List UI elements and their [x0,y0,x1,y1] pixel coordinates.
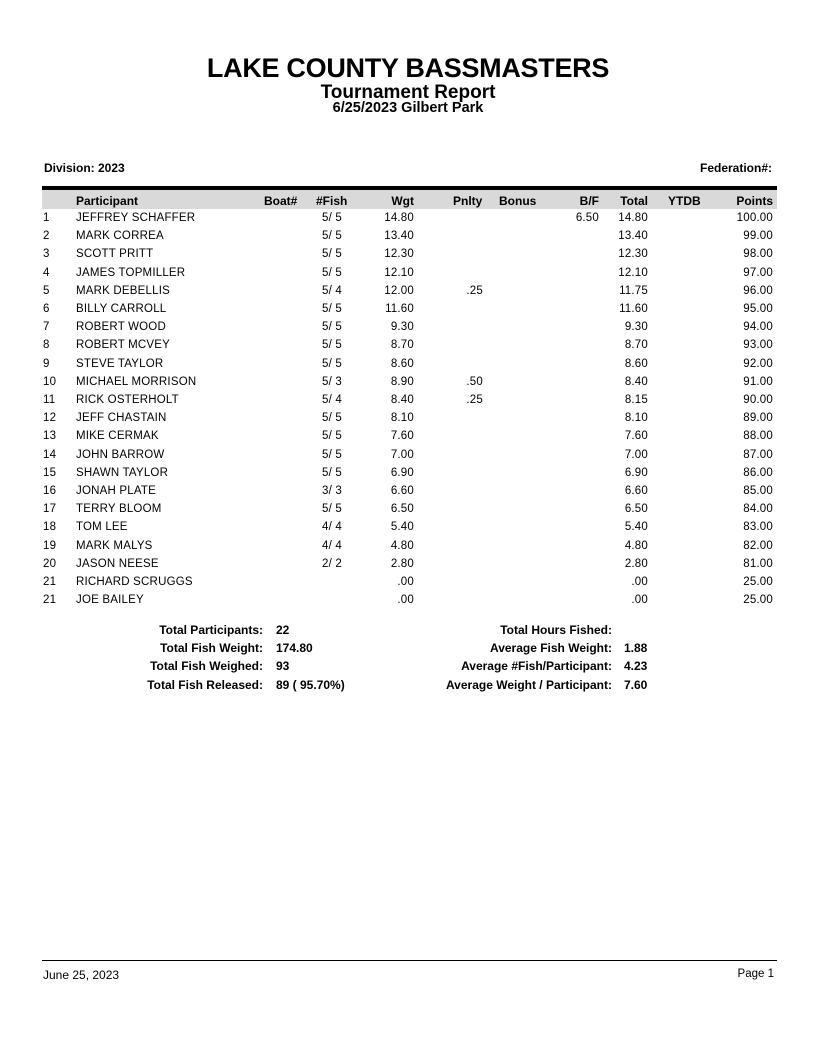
table-row [0,230,816,248]
fish-count: 5/ 5 [322,412,342,425]
weight-cell: 7.60 [390,430,414,443]
place-cell: 12 [43,412,57,425]
total-cell: 8.60 [624,357,648,370]
table-row [0,339,816,357]
total-cell: 6.90 [624,466,648,479]
fish-count: 4/ 4 [322,539,342,552]
table-row [0,358,816,376]
place-cell: 7 [43,321,50,334]
col-ytdb: YTDB [668,194,701,208]
participant-name: STEVE TAYLOR [76,357,164,370]
big-fish-cell: 6.50 [575,212,599,224]
fish-count: 5/ 5 [322,212,342,224]
place-cell: 20 [43,557,57,570]
points-cell: 81.00 [743,557,773,570]
penalty-cell: .50 [466,375,483,388]
summary-total-participants-label: Total Participants: [159,623,263,637]
participant-name: ROBERT MCVEY [76,339,170,352]
total-cell: 6.60 [624,485,648,497]
weight-cell: 4.80 [390,539,414,552]
col-participant: Participant [76,194,139,208]
col-bonus: Bonus [499,194,537,208]
footer-date: June 25, 2023 [43,968,120,982]
summary-avg-fish-per-participant-label: Average #Fish/Participant: [461,659,612,673]
weight-cell: 8.90 [390,375,414,388]
place-cell: 19 [43,539,57,552]
footer-rule [42,960,777,961]
fish-count: 2/ 2 [322,557,342,570]
participant-name: RICHARD SCRUGGS [76,576,193,588]
total-cell: 11.60 [619,303,648,315]
summary-total-fish-weight-label: Total Fish Weight: [160,641,263,655]
place-cell: 5 [43,284,50,297]
summary-avg-weight-per-participant: 7.60 [624,678,648,692]
fish-count: 5/ 5 [322,448,342,461]
place-cell: 9 [43,357,50,370]
participant-name: JEFF CHASTAIN [76,412,167,425]
total-cell: 4.80 [624,539,648,552]
place-cell: 21 [43,576,57,588]
table-row [0,285,816,303]
table-row [0,321,816,339]
weight-cell: 8.60 [390,357,414,370]
points-cell: 87.00 [743,448,773,461]
participant-name: MARK CORREA [76,230,164,243]
place-cell: 1 [43,212,50,224]
summary-total-participants: 22 [276,623,290,637]
weight-cell: .00 [397,594,414,607]
weight-cell: 6.90 [390,466,414,479]
points-cell: 90.00 [743,394,773,406]
points-cell: 93.00 [743,339,773,352]
points-cell: 85.00 [743,485,773,497]
participant-name: JASON NEESE [76,557,159,570]
summary-total-fish-weighed: 93 [276,659,290,673]
table-row [0,212,816,230]
participant-name: JAMES TOPMILLER [76,266,186,279]
fish-count: 5/ 5 [322,248,342,261]
weight-cell: 8.70 [390,339,414,352]
col-boat: Boat# [264,194,298,208]
participant-name: JOHN BARROW [76,448,165,461]
weight-cell: 7.00 [390,448,414,461]
weight-cell: 8.40 [390,394,414,406]
participant-name: MARK MALYS [76,539,153,552]
report-title: LAKE COUNTY BASSMASTERS [206,53,610,83]
table-row [0,521,816,539]
participant-name: JOE BAILEY [76,594,144,607]
fish-count: 5/ 3 [322,375,342,388]
weight-cell: 9.30 [390,321,414,334]
table-row [0,503,816,521]
points-cell: 98.00 [743,248,773,261]
col-penalty: Pnlty [453,194,483,208]
participant-name: SHAWN TAYLOR [76,466,169,479]
points-cell: 86.00 [743,466,773,479]
total-cell: 5.40 [624,521,648,534]
table-row [0,485,816,503]
summary-total-fish-released: 89 ( 95.70%) [276,678,345,692]
total-cell: .00 [631,594,648,607]
table-row [0,467,816,485]
table-row [0,449,816,467]
fish-count: 5/ 5 [322,339,342,352]
total-cell: 12.10 [618,266,648,279]
penalty-cell: .25 [466,284,483,297]
penalty-cell: .25 [466,394,483,406]
place-cell: 13 [43,430,57,443]
total-cell: 13.40 [618,230,648,243]
federation-label: Federation#: [699,161,772,175]
weight-cell: 5.40 [390,521,414,534]
weight-cell: 6.50 [390,503,414,516]
points-cell: 84.00 [743,503,773,516]
place-cell: 16 [43,485,57,497]
table-row [0,303,816,321]
participant-name: MICHAEL MORRISON [76,375,197,388]
place-cell: 8 [43,339,50,352]
fish-count: 5/ 4 [322,394,342,406]
table-row [0,558,816,576]
participant-name: TOM LEE [76,521,128,534]
col-points: Points [736,194,773,208]
weight-cell: 13.40 [384,230,414,243]
table-row [0,376,816,394]
weight-cell: 2.80 [390,557,414,570]
participant-name: JEFFREY SCHAFFER [76,212,196,224]
points-cell: 96.00 [743,284,773,297]
summary-avg-fish-weight-label: Average Fish Weight: [489,641,612,655]
place-cell: 2 [43,230,50,243]
participant-name: JONAH PLATE [76,485,156,497]
participant-name: ROBERT WOOD [76,321,166,334]
table-row [0,412,816,430]
summary-total-fish-weight: 174.80 [276,641,313,655]
total-cell: .00 [631,576,648,588]
place-cell: 3 [43,248,50,261]
points-cell: 97.00 [743,266,773,279]
fish-count: 4/ 4 [322,521,342,534]
weight-cell: 8.10 [390,412,414,425]
place-cell: 6 [43,303,50,315]
fish-count: 5/ 5 [322,230,342,243]
place-cell: 4 [43,266,50,279]
total-cell: 8.10 [624,412,648,425]
col-bf: B/F [579,194,599,208]
participant-name: MARK DEBELLIS [76,284,170,297]
weight-cell: 12.10 [384,266,414,279]
points-cell: 95.00 [743,303,773,315]
total-cell: 7.00 [624,448,648,461]
total-cell: 9.30 [624,321,648,334]
fish-count: 5/ 5 [322,503,342,516]
event-line: 6/25/2023 Gilbert Park [332,100,484,116]
fish-count: 3/ 3 [322,485,342,497]
division-label: Division: 2023 [44,161,125,175]
points-cell: 100.00 [736,212,773,224]
points-cell: 88.00 [743,430,773,443]
table-row [0,576,816,594]
points-cell: 83.00 [743,521,773,534]
points-cell: 25.00 [743,576,773,588]
total-cell: 7.60 [624,430,648,443]
total-cell: 6.50 [624,503,648,516]
col-wgt: Wgt [391,194,414,208]
weight-cell: 14.80 [384,212,414,224]
fish-count: 5/ 5 [322,321,342,334]
fish-count: 5/ 5 [322,266,342,279]
table-row [0,267,816,285]
fish-count: 5/ 4 [322,284,342,297]
points-cell: 94.00 [743,321,773,334]
place-cell: 11 [43,394,56,406]
points-cell: 82.00 [743,539,773,552]
points-cell: 89.00 [743,412,773,425]
participant-name: RICK OSTERHOLT [76,394,179,406]
fish-count: 5/ 5 [322,466,342,479]
table-row [0,540,816,558]
participant-name: MIKE CERMAK [76,430,159,443]
weight-cell: .00 [397,576,414,588]
fish-count: 5/ 5 [322,303,342,315]
points-cell: 91.00 [743,375,773,388]
total-cell: 8.40 [624,375,648,388]
summary-avg-fish-per-participant: 4.23 [624,659,648,673]
total-cell: 8.15 [624,394,648,406]
weight-cell: 12.30 [384,248,414,261]
points-cell: 92.00 [743,357,773,370]
total-cell: 8.70 [624,339,648,352]
points-cell: 99.00 [743,230,773,243]
table-row [0,248,816,266]
total-cell: 2.80 [624,557,648,570]
place-cell: 14 [43,448,57,461]
total-cell: 12.30 [618,248,648,261]
participant-name: SCOTT PRITT [76,248,154,261]
place-cell: 18 [43,521,57,534]
weight-cell: 11.60 [385,303,414,315]
place-cell: 10 [43,375,57,388]
col-fish: #Fish [316,194,348,208]
report-subtitle: Tournament Report [320,82,496,103]
col-total: Total [620,194,648,208]
summary-total-fish-released-label: Total Fish Released: [147,678,263,692]
participant-name: TERRY BLOOM [76,503,162,516]
weight-cell: 6.60 [390,485,414,497]
summary-total-hours-label: Total Hours Fished: [500,623,612,637]
total-cell: 11.75 [619,284,648,297]
table-row [0,430,816,448]
page-number: Page 1 [737,968,774,980]
weight-cell: 12.00 [384,284,414,297]
place-cell: 15 [43,466,57,479]
place-cell: 21 [43,594,57,607]
table-row [0,594,816,612]
table-row [0,394,816,412]
place-cell: 17 [43,503,57,516]
fish-count: 5/ 5 [322,357,342,370]
fish-count: 5/ 5 [322,430,342,443]
participant-name: BILLY CARROLL [76,303,167,315]
total-cell: 14.80 [618,212,648,224]
summary-avg-weight-per-participant-label: Average Weight / Participant: [445,678,612,692]
summary-total-fish-weighed-label: Total Fish Weighed: [150,659,263,673]
points-cell: 25.00 [743,594,773,607]
summary-avg-fish-weight: 1.88 [624,641,648,655]
